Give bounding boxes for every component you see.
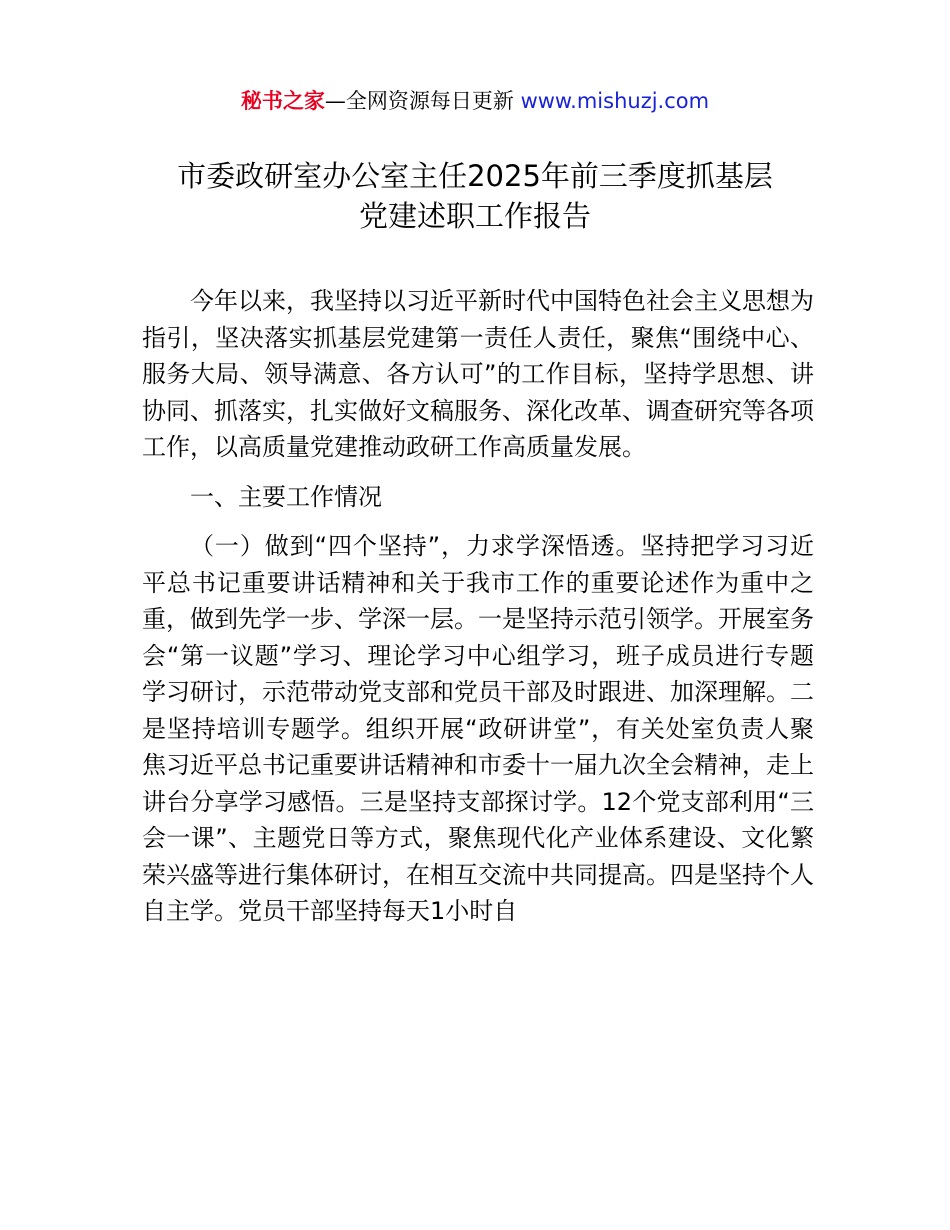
section-heading: 一、主要工作情况 xyxy=(190,482,382,511)
document-body xyxy=(142,283,814,930)
site-url-link[interactable]: www.mishuzj.com xyxy=(520,89,710,113)
intro-paragraph: 今年以来，我坚持以习近平新时代中国特色社会主义思想为指引，坚决落实抓基层党建第一责任人责任，聚焦“围绕中心、服务大局、领导满意、各方认可”的工作目标，坚持学思想、讲协同、抓落实，扎实做好文稿服务、深化改革、调查研究等各项工作，以高质量党建推动政研工作高质量发展。 xyxy=(142,287,814,461)
site-tagline: —全网资源每日更新 xyxy=(324,89,521,113)
title-line-2: 党建述职工作报告 xyxy=(358,199,591,233)
site-header xyxy=(0,86,950,116)
body-paragraph: （一）做到“四个坚持”，力求学深悟透。坚持把学习习近平总书记重要讲话精神和关于我市工作的重要论述作为重中之重，做到先学一步、学深一层。一是坚持示范引领学。开展室务会“第一议题”学习、理论学习中心组学习，班子成员进行专题学习研讨，示范带动党支部和党员干部及时跟进、加深理解。二是坚持培训专题学。组织开展“政研讲堂”，有关处室负责人聚焦习近平总书记重要讲话精神和市委十一届九次全会精神，走上讲台分享学习感悟。三是坚持支部探讨学。12个党支部利用“三会一课”、主题党日等方式，聚焦现代化产业体系建设、文化繁荣兴盛等进行集体研讨，在相互交流中共同提高。四是坚持个人自主学。党员干部坚持每天1小时自 xyxy=(142,532,814,925)
document-title xyxy=(60,156,890,236)
site-brand: 秘书之家 xyxy=(240,89,325,113)
title-line-1: 市委政研室办公室主任2025年前三季度抓基层 xyxy=(177,159,773,193)
